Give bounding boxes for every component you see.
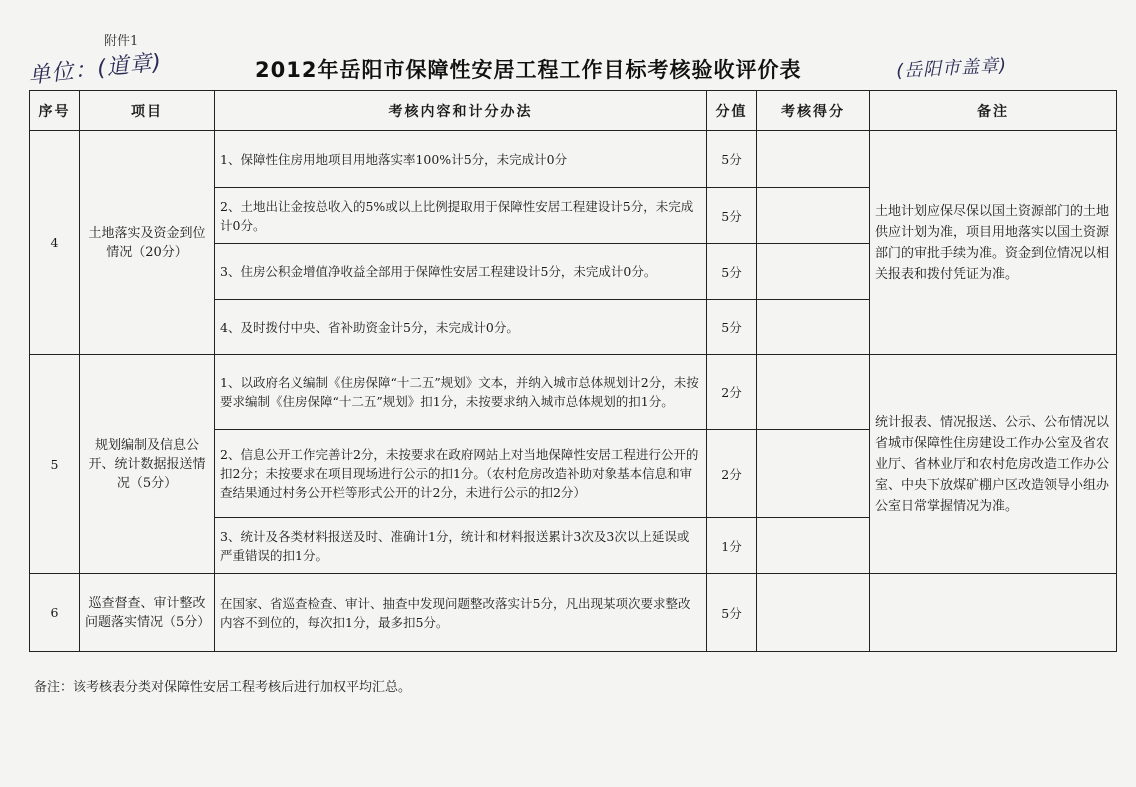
- content-cell: 1、保障性住房用地项目用地落实率100%计5分，未完成计0分: [215, 131, 707, 188]
- header-project: 项目: [80, 91, 215, 131]
- table-row: [30, 574, 1117, 652]
- points-cell: 1分: [707, 518, 757, 574]
- evaluation-table: [29, 90, 1117, 652]
- header-remarks: 备注: [870, 91, 1117, 131]
- content-cell: 4、及时拨付中央、省补助资金计5分，未完成计0分。: [215, 300, 707, 355]
- attachment-label: 附件1: [104, 34, 139, 49]
- content-cell: 2、土地出让金按总收入的5%或以上比例提取用于保障性安居工程建设计5分，未完成计0分。: [215, 188, 707, 244]
- content-cell: 在国家、省巡查检查、审计、抽查中发现问题整改落实计5分，凡出现某项次要求整改内容不到位的，每次扣1分，最多扣5分。: [215, 574, 707, 652]
- points-cell: 5分: [707, 131, 757, 188]
- handwritten-note: (岳阳市盖章): [895, 55, 1008, 82]
- page-title: 2012年岳阳市保障性安居工程工作目标考核验收评价表: [255, 58, 802, 82]
- score-cell[interactable]: [757, 355, 870, 430]
- seq-cell: 6: [30, 574, 80, 652]
- content-cell: 1、以政府名义编制《住房保障“十二五”规划》文本，并纳入城市总体规划计2分，未按要求编制《住房保障“十二五”规划》扣1分，未按要求纳入城市总体规划的扣1分。: [215, 355, 707, 430]
- score-cell[interactable]: [757, 300, 870, 355]
- remarks-cell: [870, 574, 1117, 652]
- header-row: [30, 91, 1117, 131]
- points-cell: 2分: [707, 355, 757, 430]
- header-points: 分值: [707, 91, 757, 131]
- content-cell: 2、信息公开工作完善计2分，未按要求在政府网站上对当地保障性安居工程进行公开的扣2分；未按要求在项目现场进行公示的扣1分。（农村危房改造补助对象基本信息和审查结果通过村务公开栏等形式公开的计2分，未进行公示的扣2分）: [215, 430, 707, 518]
- remarks-cell: 土地计划应保尽保以国土资源部门的土地供应计划为准，项目用地落实以国土资源部门的审批手续为准。资金到位情况以相关报表和拨付凭证为准。: [870, 131, 1117, 355]
- header-content: 考核内容和计分办法: [215, 91, 707, 131]
- handwritten-unit: 单位：(道章): [27, 50, 164, 89]
- content-cell: 3、统计及各类材料报送及时、准确计1分，统计和材料报送累计3次及3次以上延误或严重错误的扣1分。: [215, 518, 707, 574]
- seq-cell: 4: [30, 131, 80, 355]
- table-row: [30, 355, 1117, 430]
- project-cell: 巡查督查、审计整改问题落实情况（5分）: [80, 574, 215, 652]
- score-cell[interactable]: [757, 430, 870, 518]
- points-cell: 2分: [707, 430, 757, 518]
- table-row: [30, 131, 1117, 188]
- seq-cell: 5: [30, 355, 80, 574]
- header-score: 考核得分: [757, 91, 870, 131]
- project-cell: 土地落实及资金到位情况（20分）: [80, 131, 215, 355]
- points-cell: 5分: [707, 188, 757, 244]
- remarks-cell: 统计报表、情况报送、公示、公布情况以省城市保障性住房建设工作办公室及省农业厅、省林业厅和农村危房改造工作办公室、中央下放煤矿棚户区改造领导小组办公室日常掌握情况为准。: [870, 355, 1117, 574]
- project-cell: 规划编制及信息公开、统计数据报送情况（5分）: [80, 355, 215, 574]
- score-cell[interactable]: [757, 131, 870, 188]
- footer-note: 备注：该考核表分类对保障性安居工程考核后进行加权平均汇总。: [34, 680, 412, 695]
- points-cell: 5分: [707, 244, 757, 300]
- score-cell[interactable]: [757, 518, 870, 574]
- points-cell: 5分: [707, 300, 757, 355]
- header-seq: 序号: [30, 91, 80, 131]
- score-cell[interactable]: [757, 188, 870, 244]
- points-cell: 5分: [707, 574, 757, 652]
- content-cell: 3、住房公积金增值净收益全部用于保障性安居工程建设计5分，未完成计0分。: [215, 244, 707, 300]
- score-cell[interactable]: [757, 244, 870, 300]
- score-cell[interactable]: [757, 574, 870, 652]
